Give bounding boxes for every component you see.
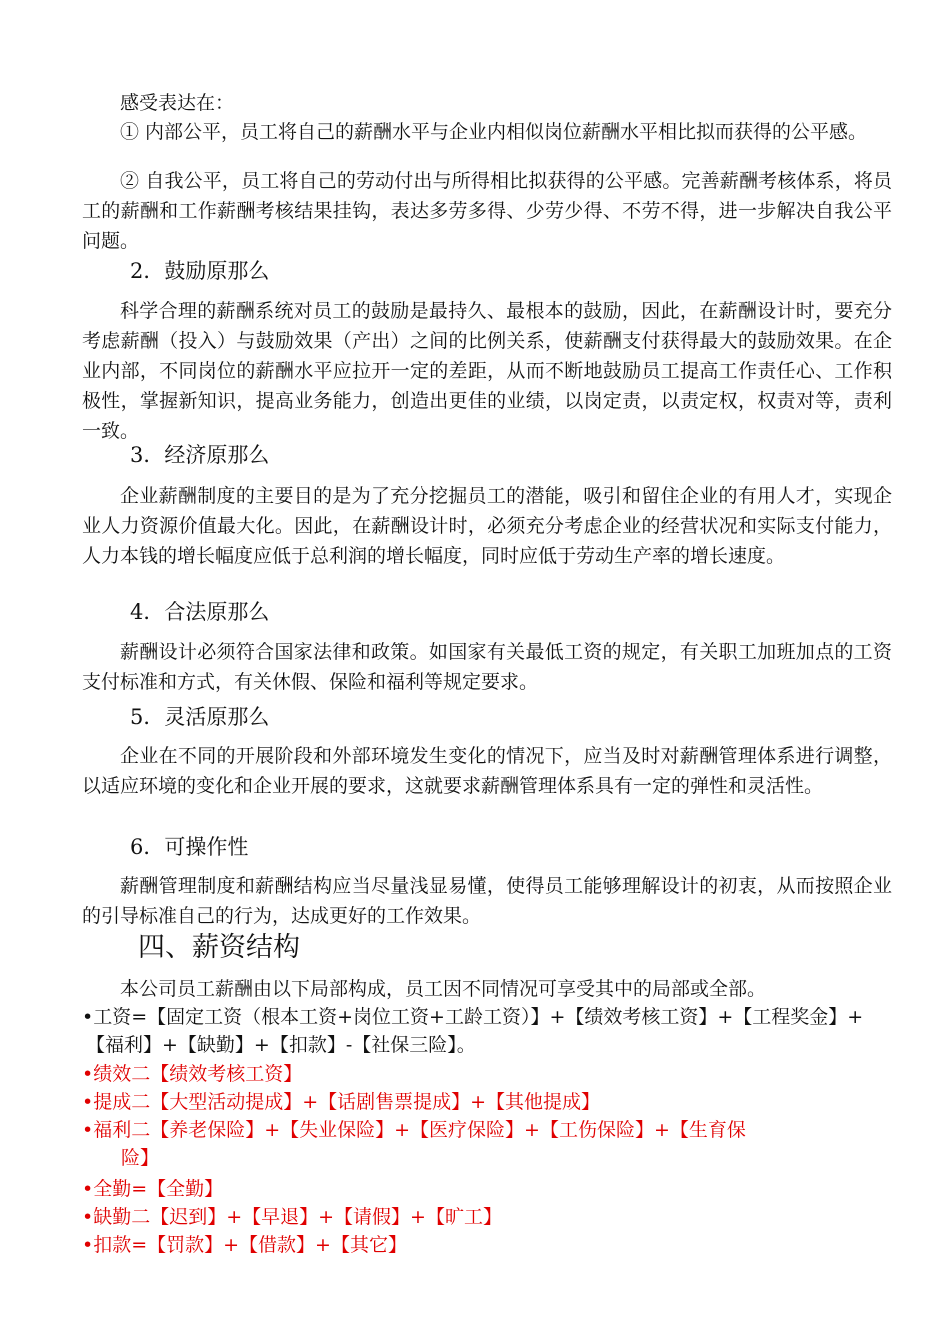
section-heading-economy: 3．经济原那么 [130, 443, 270, 467]
salary-formula-line-1: •工资=【固定工资（根本工资+岗位工资+工龄工资）】+【绩效考核工资】+【工程奖金】+ [82, 1006, 864, 1028]
section-body-flexible: 企业在不同的开展阶段和外部环境发生变化的情况下，应当及时对薪酬管理体系进行调整，以适应环境的变化和企业开展的要求，这就要求薪酬管理体系具有一定的弹性和灵活性。 [82, 745, 892, 797]
salary-structure-title: 四、薪资结构 [138, 932, 300, 963]
section-body-operability: 薪酬管理制度和薪酬结构应当尽量浅显易懂，使得员工能够理解设计的初衷，从而按照企业的引导标准自己的行为，达成更好的工作效果。 [82, 875, 892, 927]
intro-paragraph-self-fairness: ② 自我公平，员工将自己的劳动付出与所得相比拟获得的公平感。完善薪酬考核体系，将员工的薪酬和工作薪酬考核结果挂钩，表达多劳多得、少劳少得、不劳不得，进一步解决自我公平问题。 [82, 170, 892, 252]
commission-formula: •提成二【大型活动提成】+【话剧售票提成】+【其他提成】 [82, 1091, 601, 1113]
absence-formula: •缺勤二【迟到】+【早退】+【请假】+【旷工】 [82, 1206, 502, 1228]
salary-structure-intro: 本公司员工薪酬由以下局部构成，员工因不同情况可享受其中的局部或全部。 [120, 978, 767, 1000]
welfare-formula-line-2: 险】 [121, 1147, 160, 1169]
section-heading-incentive: 2．鼓励原那么 [130, 259, 270, 283]
deduction-formula: •扣款=【罚款】+【借款】+【其它】 [82, 1234, 407, 1256]
salary-formula-line-2: 【福利】+【缺勤】+【扣款】-【社保三险】。 [86, 1034, 476, 1056]
section-body-economy: 企业薪酬制度的主要目的是为了充分挖掘员工的潜能，吸引和留住企业的有用人才，实现企业人力资源价值最大化。因此，在薪酬设计时，必须充分考虑企业的经营状况和实际支付能力，人力本钱的增长幅度应低于总利润的增长幅度，同时应低于劳动生产率的增长速度。 [82, 485, 892, 567]
section-heading-operability: 6．可操作性 [130, 835, 249, 859]
section-body-legal: 薪酬设计必须符合国家法律和政策。如国家有关最低工资的规定，有关职工加班加点的工资支付标准和方式，有关休假、保险和福利等规定要求。 [82, 641, 892, 693]
intro-paragraph-internal-fairness: ① 内部公平，员工将自己的薪酬水平与企业内相似岗位薪酬水平相比拟而获得的公平感。 [120, 121, 868, 143]
section-heading-flexible: 5．灵活原那么 [130, 705, 270, 729]
intro-paragraph-0: 感受表达在： [120, 92, 235, 114]
performance-formula: •绩效二【绩效考核工资】 [82, 1063, 303, 1085]
section-body-incentive: 科学合理的薪酬系统对员工的鼓励是最持久、最根本的鼓励，因此，在薪酬设计时，要充分考虑薪酬（投入）与鼓励效果（产出）之间的比例关系，使薪酬支付获得最大的鼓励效果。在企业内部，不同岗位的薪酬水平应拉开一定的差距，从而不断地鼓励员工提高工作责任心、工作积极性，掌握新知识，提高业务能力，创造出更佳的业绩，以岗定责，以责定权，权责对等，责利一致。 [82, 300, 892, 442]
attendance-formula: •全勤=【全勤】 [82, 1178, 224, 1200]
welfare-formula-line-1: •福利二【养老保险】+【失业保险】+【医疗保险】+【工伤保险】+【生育保 [82, 1119, 746, 1141]
section-heading-legal: 4．合法原那么 [130, 600, 270, 624]
